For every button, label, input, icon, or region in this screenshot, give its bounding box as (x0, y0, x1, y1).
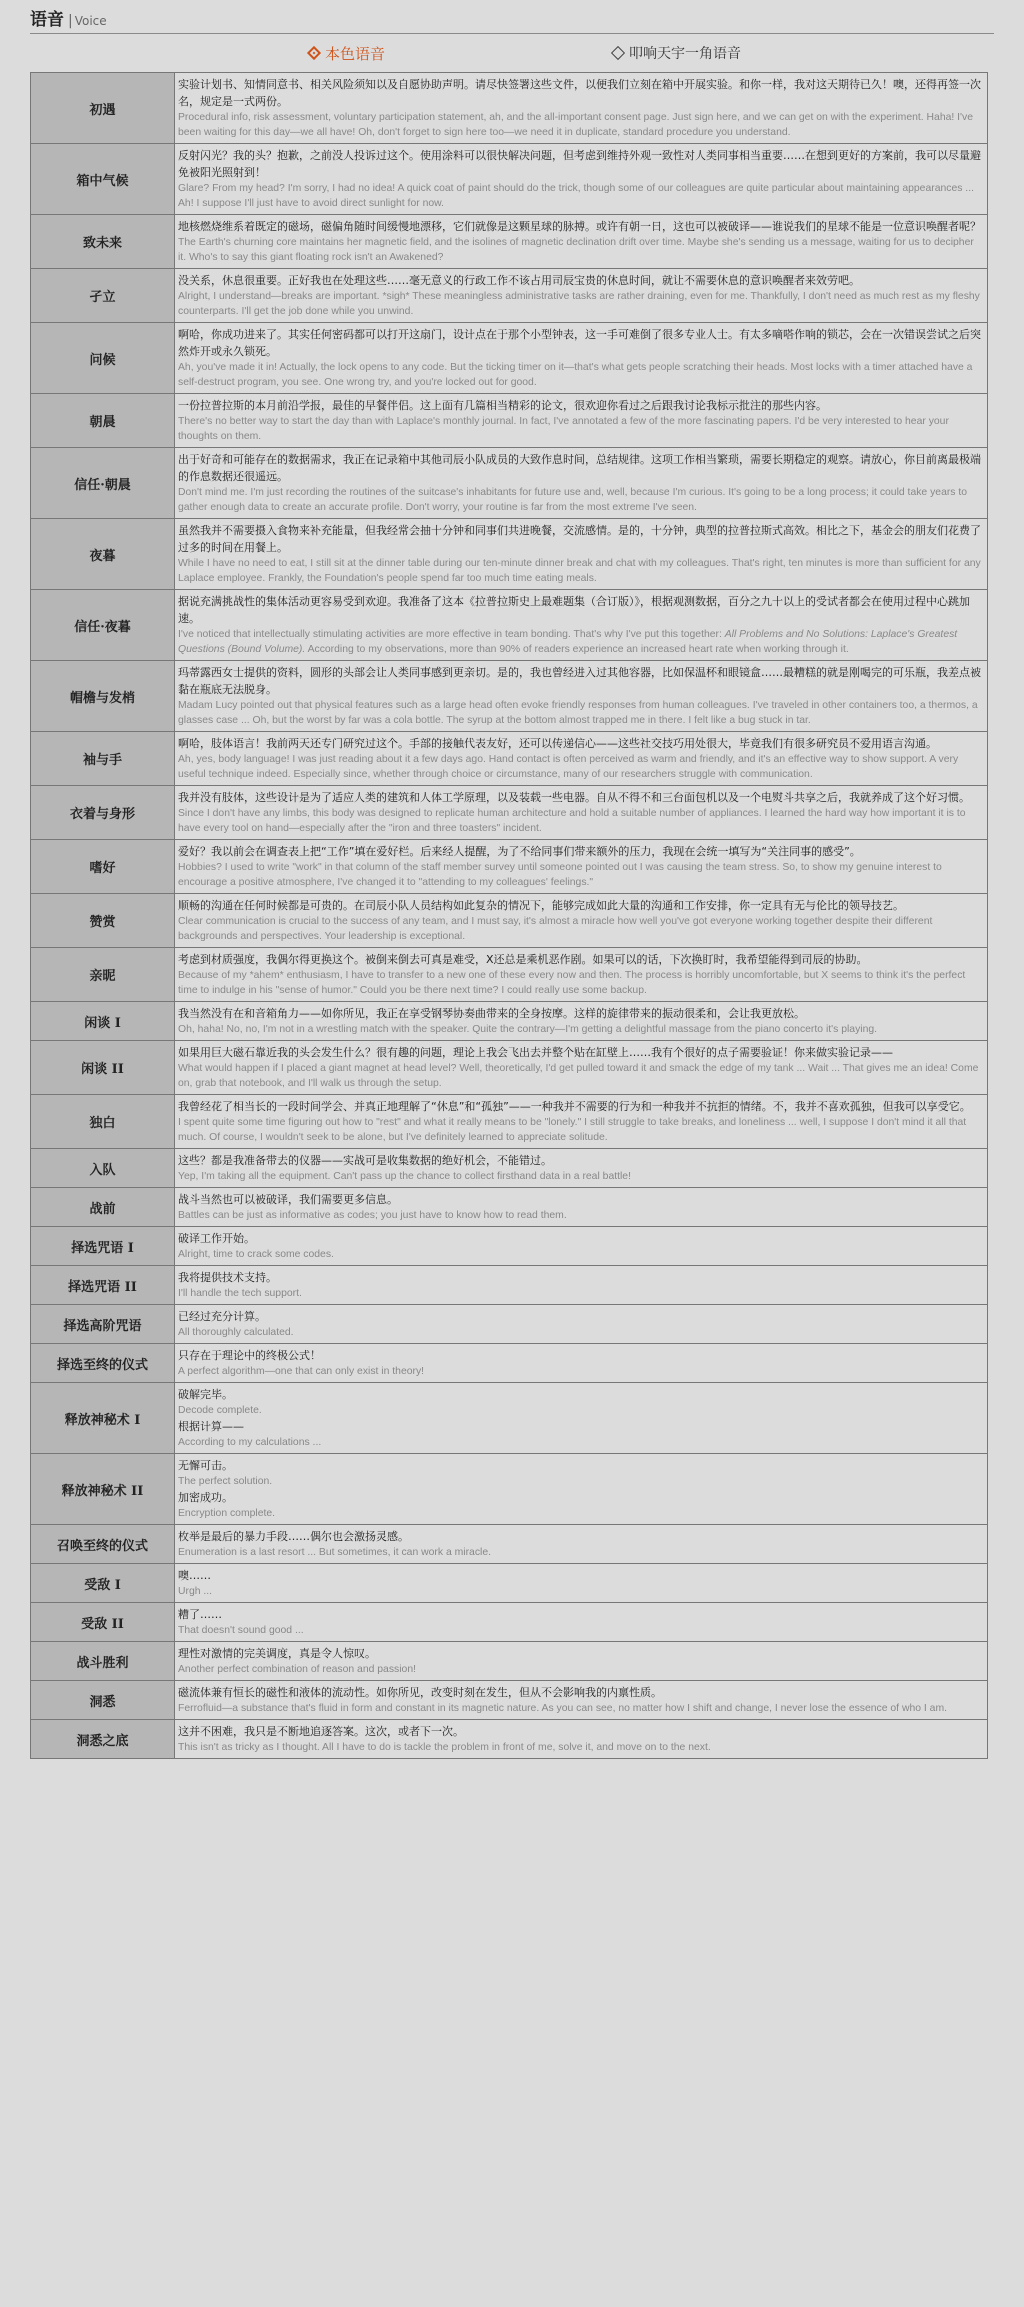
voice-text-en: A perfect algorithm—one that can only exist in theory! (178, 1366, 425, 1377)
voice-row (30, 215, 988, 269)
voice-content (175, 269, 987, 322)
voice-row (30, 948, 988, 1002)
voice-text-en: Enumeration is a last resort ... But sometimes, it can work a miracle. (178, 1547, 491, 1558)
voice-label: 朝晨 (31, 394, 175, 447)
voice-text-cn: 枚举是最后的暴力手段……偶尔也会激扬灵感。 (178, 1530, 409, 1543)
voice-text-cn: 已经过充分计算。 (178, 1310, 266, 1323)
page-subtitle: Voice (74, 14, 107, 28)
voice-label: 夜暮 (31, 519, 175, 589)
voice-text-en: That doesn't sound good ... (178, 1625, 304, 1636)
tab-label: 叩响天宇一角语音 (629, 46, 741, 62)
voice-label: 择选至终的仪式 (31, 1344, 175, 1382)
voice-label: 释放神秘术 I (31, 1383, 175, 1453)
voice-label: 战前 (31, 1188, 175, 1226)
diamond-icon (307, 46, 321, 60)
voice-text-cn: 玛蒂露西女士提供的资料，圆形的头部会让人类同事感到更亲切。是的，我也曾经进入过其他容器，比如保温杯和眼镜盒……最糟糕的就是刚喝完的可乐瓶，我差点被黏在瓶底无法脱身。 (178, 666, 981, 696)
voice-text-en: Because of my *ahem* enthusiasm, I have to transfer to a new one of these every now and then. The process is horribly uncomfortable, but X seems to think it's the perfect time to indulge in his "sense of humor." Could you be there next time? I could really use some backup. (178, 970, 966, 996)
voice-text-en: Another perfect combination of reason and passion! (178, 1664, 416, 1675)
voice-text-cn: 一份拉普拉斯的本月前沿学报，最佳的早餐伴侣。这上面有几篇相当精彩的论文，很欢迎你看过之后跟我讨论我标示批注的那些内容。 (178, 399, 827, 412)
voice-label: 帽檐与发梢 (31, 661, 175, 731)
voice-row (30, 144, 988, 215)
voice-row (30, 1564, 988, 1603)
voice-content (175, 590, 987, 660)
voice-text-cn: 我将提供技术支持。 (178, 1271, 277, 1284)
voice-text-en: Madam Lucy pointed out that physical features such as a large head often evoke friendly responses from human colleagues. I've traveled in other containers too, a thermos, a glasses case ... Oh, but the worst by far was a cola bottle. The syrup at the bottom almost trapped me in there. I felt like a bug stuck in tar. (178, 700, 978, 726)
voice-label: 衣着与身形 (31, 786, 175, 839)
voice-content (175, 73, 987, 143)
voice-content (175, 1002, 987, 1040)
page-title: 语音 (30, 10, 64, 30)
voice-text-cn: 爱好？我以前会在调查表上把“工作”填在爱好栏。后来经人提醒，为了不给同事们带来额外的压力，我现在会统一填写为“关注同事的感受”。 (178, 845, 861, 858)
voice-content (175, 1454, 987, 1524)
voice-label: 袖与手 (31, 732, 175, 785)
voice-label: 受敌 I (31, 1564, 175, 1602)
voice-content (175, 948, 987, 1001)
voice-text-cn: 根据计算—— (178, 1420, 244, 1433)
voice-row (30, 519, 988, 590)
voice-text-cn: 如果用巨大磁石靠近我的头会发生什么？很有趣的问题，理论上我会飞出去并整个贴在缸壁上……我有个很好的点子需要验证！你来做实验记录—— (178, 1046, 893, 1059)
voice-label: 信任·夜暮 (31, 590, 175, 660)
voice-label: 闲谈 II (31, 1041, 175, 1094)
voice-label: 洞悉之底 (31, 1720, 175, 1758)
voice-row (30, 1720, 988, 1759)
voice-text-en: Hobbies? I used to write "work" in that column of the staff member survey until someone pointed out I was causing the team stress. So, to show my genuine interest to encourage a positive atmosphere, I've changed it to "attending to my colleagues' feelings." (178, 862, 942, 888)
voice-text-cn: 顺畅的沟通在任何时候都是可贵的。在司辰小队人员结构如此复杂的情况下，能够完成如此大量的沟通和工作安排，你一定具有无与伦比的领导技艺。 (178, 899, 904, 912)
voice-tabs (30, 34, 994, 72)
voice-row (30, 73, 988, 144)
voice-content (175, 519, 987, 589)
voice-text-en: The Earth's churning core maintains her magnetic field, and the isolines of magnetic declination drift over time. Maybe she's sending us a message, waiting for us to decipher it. Who's to say this giant floating rock isn't an Awakened? (178, 237, 974, 263)
voice-text-cn: 实验计划书、知情同意书、相关风险须知以及自愿协助声明。请尽快签署这些文件，以便我们立刻在箱中开展实验。和你一样，我对这天期待已久！噢，还得再签一次名，规定是一式两份。 (178, 78, 981, 108)
voice-text-en: All thoroughly calculated. (178, 1327, 294, 1338)
voice-text-cn: 据说充满挑战性的集体活动更容易受到欢迎。我准备了这本《拉普拉斯史上最难题集（合订版）》，根据观测数据，百分之九十以上的受试者都会在使用过程中心跳加速。 (178, 595, 970, 625)
voice-text-en: Procedural info, risk assessment, voluntary participation statement, ah, and the all-important consent page. Just sign here, and we can get on with the experiment. Haha! I've been waiting for this day—we all have! Oh, don't forget to sign here too—we need it in duplicate, standard procedure you understand. (178, 112, 973, 138)
voice-text-en: Decode complete. (178, 1405, 262, 1416)
voice-row (30, 732, 988, 786)
voice-label: 亲昵 (31, 948, 175, 1001)
voice-text-en-part: I've noticed that intellectually stimulating activities are more effective in team bonding. That's why I've put this together: (178, 629, 725, 640)
voice-row (30, 1266, 988, 1305)
voice-content (175, 1525, 987, 1563)
voice-text-en (178, 627, 983, 657)
voice-text-en: Urgh ... (178, 1586, 213, 1597)
voice-text-en: The perfect solution. (178, 1476, 273, 1487)
voice-row (30, 269, 988, 323)
voice-label: 信任·朝晨 (31, 448, 175, 518)
voice-content (175, 448, 987, 518)
voice-content (175, 323, 987, 393)
voice-row (30, 661, 988, 732)
voice-content (175, 1720, 987, 1758)
title-separator: | (68, 13, 73, 29)
voice-row (30, 1383, 988, 1454)
voice-row (30, 1002, 988, 1041)
voice-content (175, 1642, 987, 1680)
voice-text-cn: 我并没有肢体，这些设计是为了适应人类的建筑和人体工学原理，以及装载一些电器。自从不得不和三台面包机以及一个电熨斗共享之后，我就养成了这个好习惯。 (178, 791, 970, 804)
voice-label: 嗜好 (31, 840, 175, 893)
voice-text-en: Alright, I understand—breaks are important. *sigh* These meaningless administrative tasks are rather draining, even for me. Thankfully, I don't need as much rest as my fleshy counterparts. I'll get the job done while you unwind. (178, 291, 980, 317)
voice-text-en: What would happen if I placed a giant magnet at head level? Well, theoretically, I'd get pulled toward it and smack the edge of my tank ... Wait ... That gives me an idea! Come on, grab that notebook, and I'll walk us through the setup. (178, 1063, 979, 1089)
voice-text-cn: 糟了…… (178, 1608, 222, 1621)
voice-text-en: I'll handle the tech support. (178, 1288, 302, 1299)
voice-text-cn: 虽然我并不需要摄入食物来补充能量，但我经常会抽十分钟和同事们共进晚餐，交流感情。是的，十分钟，典型的拉普拉斯式高效。相比之下，基金会的朋友们花费了过多的时间在用餐上。 (178, 524, 981, 554)
voice-text-cn: 加密成功。 (178, 1491, 233, 1504)
voice-content (175, 1305, 987, 1343)
voice-text-en: This isn't as tricky as I thought. All I have to do is tackle the problem in front of me, solve it, and move on to the next. (178, 1742, 711, 1753)
voice-row (30, 590, 988, 661)
voice-label: 问候 (31, 323, 175, 393)
voice-label: 致未来 (31, 215, 175, 268)
diamond-icon (611, 46, 625, 60)
voice-content (175, 1041, 987, 1094)
voice-row (30, 1603, 988, 1642)
voice-text-cn: 考虑到材质强度，我偶尔得更换这个。被倒来倒去可真是难受，X还总是乘机恶作剧。如果可以的话，下次换盯时，我希望能得到司辰的协助。 (178, 953, 868, 966)
voice-row (30, 1681, 988, 1720)
book-title: All Problems and No Solutions: Laplace's Greatest Questions (Bound Volume). (178, 629, 958, 655)
voice-content (175, 786, 987, 839)
voice-text-cn: 磁流体兼有恒长的磁性和液体的流动性。如你所见，改变时刻在发生，但从不会影响我的内禀性质。 (178, 1686, 662, 1699)
voice-row (30, 894, 988, 948)
voice-text-cn: 破解完毕。 (178, 1388, 233, 1401)
voice-content (175, 1149, 987, 1187)
voice-label: 初遇 (31, 73, 175, 143)
voice-text-cn: 我曾经花了相当长的一段时间学会、并真正地理解了“休息”和“孤独”——一种我并不需要的行为和一种我并不抗拒的情绪。不，我并不喜欢孤独，但我可以享受它。 (178, 1100, 971, 1113)
voice-text-en-part: According to my observations, more than 90% of readers experience an increased heart rate when working through it. (305, 644, 849, 655)
voice-label: 择选咒语 I (31, 1227, 175, 1265)
voice-text-cn: 啊哈，肢体语言！我前两天还专门研究过这个。手部的接触代表友好，还可以传递信心——这些社交技巧用处很大，毕竟我们有很多研究员不爱用语言沟通。 (178, 737, 937, 750)
voice-row (30, 1344, 988, 1383)
tab-label: 本色语音 (324, 44, 385, 63)
voice-text-en: Encryption complete. (178, 1508, 276, 1519)
voice-text-en: Ferrofluid—a substance that's fluid in form and constant in its magnetic nature. As you can see, no matter how I shift and change, I never lose the essence of who I am. (178, 1703, 947, 1714)
voice-content (175, 1266, 987, 1304)
voice-text-en: Alright, time to crack some codes. (178, 1249, 334, 1260)
voice-row (30, 1525, 988, 1564)
voice-text-en: Glare? From my head? I'm sorry, I had no idea! A quick coat of paint should do the trick, though some of our colleagues are quite particular about maintaining appearances ... Ah! I suppose I'll just have to avoid direct sunlight for now. (178, 183, 974, 209)
voice-content (175, 1383, 987, 1453)
voice-text-cn: 啊哈，你成功进来了。其实任何密码都可以打开这扇门，设计点在于那个小型钟表，这一手可难倒了很多专业人士。有太多嘀嗒作响的锁芯，会在一次错误尝试之后突然炸开或永久锁死。 (178, 328, 981, 358)
voice-row (30, 1149, 988, 1188)
voice-table (30, 72, 988, 1759)
voice-label: 箱中气候 (31, 144, 175, 214)
voice-row (30, 786, 988, 840)
voice-row (30, 448, 988, 519)
voice-text-cn: 只存在于理论中的终极公式！ (178, 1349, 321, 1362)
voice-row (30, 323, 988, 394)
voice-content (175, 894, 987, 947)
voice-text-cn: 没关系，休息很重要。正好我也在处理这些……毫无意义的行政工作不该占用司辰宝贵的休息时间，就让不需要休息的意识唤醒者来效劳吧。 (178, 274, 860, 287)
voice-label: 释放神秘术 II (31, 1454, 175, 1524)
voice-row (30, 1227, 988, 1266)
voice-content (175, 394, 987, 447)
voice-text-en: Oh, haha! No, no, I'm not in a wrestling match with the speaker. Quite the contrary—I'm getting a delightful massage from the piano concerto it's playing. (178, 1024, 878, 1035)
voice-content (175, 1344, 987, 1382)
voice-label: 入队 (31, 1149, 175, 1187)
voice-row (30, 1188, 988, 1227)
voice-label: 洞悉 (31, 1681, 175, 1719)
tab-skin-voice[interactable] (512, 43, 842, 63)
voice-text-en: Since I don't have any limbs, this body was designed to replicate human architecture and hold a suitable number of appliances. I learned the hard way how important it is to have every tool on hand—especially after the "iron and three toasters" incident. (178, 808, 966, 834)
voice-text-cn: 出于好奇和可能存在的数据需求，我正在记录箱中其他司辰小队成员的大致作息时间，总结规律。这项工作相当繁琐，需要长期稳定的观察。请放心，你目前离最极端的作息数据还很遥远。 (178, 453, 981, 483)
voice-text-cn: 战斗当然也可以被破译，我们需要更多信息。 (178, 1193, 398, 1206)
voice-text-en: There's no better way to start the day than with Laplace's monthly journal. In fact, I've annotated a few of the more fascinating papers. I'd be very interested to hear your thoughts on them. (178, 416, 949, 442)
voice-text-cn: 我当然没有在和音箱角力——如你所见，我正在享受钢琴协奏曲带来的全身按摩。这样的旋律带来的振动很柔和，会让我更放松。 (178, 1007, 805, 1020)
voice-content (175, 840, 987, 893)
voice-label: 召唤至终的仪式 (31, 1525, 175, 1563)
voice-content (175, 732, 987, 785)
voice-text-cn: 理性对激情的完美调度，真是令人惊叹。 (178, 1647, 376, 1660)
voice-content (175, 1095, 987, 1148)
voice-content (175, 661, 987, 731)
voice-text-cn: 无懈可击。 (178, 1459, 233, 1472)
voice-text-en: I spent quite some time figuring out how to "rest" and what it really means to be "lonely." I still struggle to take breaks, and loneliness ... well, I suppose I don't mind it all that much. Of course, I wouldn't seek to be alone, but I've definitely learned to appreciate solitude. (178, 1117, 967, 1143)
voice-text-en: Clear communication is crucial to the success of any team, and I must say, it's almost a miracle how well you've got everyone working together despite their different backgrounds and perspectives. Your leadership is exceptional. (178, 916, 933, 942)
voice-text-cn: 地核燃烧维系着既定的磁场，磁偏角随时间缓慢地漂移，它们就像是这颗星球的脉搏。或许有朝一日，这也可以被破译——谁说我们的星球不能是一位意识唤醒者呢？ (178, 220, 981, 233)
voice-text-cn: 这些？都是我准备带去的仪器——实战可是收集数据的绝好机会，不能错过。 (178, 1154, 552, 1167)
voice-text-en: Ah, you've made it in! Actually, the lock opens to any code. But the ticking timer on it—that's what gets people scratching their heads. Most locks with a timer attached have a self-destruct program, you see. One wrong try, and you're locked out for good. (178, 362, 973, 388)
voice-content (175, 1188, 987, 1226)
voice-text-en: While I have no need to eat, I still sit at the dinner table during our ten-minute dinner break and chat with my colleagues. That's right, ten minutes is more than sufficient for any Laplace employee. Frankly, the Foundation's people spend far too much time eating meals. (178, 558, 981, 584)
tab-default-voice[interactable] (182, 43, 512, 64)
voice-text-en: Ah, yes, body language! I was just reading about it a few days ago. Hand contact is often perceived as warm and friendly, and it's an effective way to show support. A very useful technique indeed. Especially since, whether through choice or circumstance, many of our researchers struggle with communication. (178, 754, 959, 780)
voice-row (30, 1041, 988, 1095)
voice-text-cn: 反射闪光？我的头？抱歉，之前没人投诉过这个。使用涂料可以很快解决问题，但考虑到维持外观一致性对人类同事相当重要……在想到更好的方案前，我可以尽量避免被阳光照射到！ (178, 149, 981, 179)
page-header (30, 0, 994, 34)
voice-label: 择选咒语 II (31, 1266, 175, 1304)
voice-row (30, 1642, 988, 1681)
voice-content (175, 1681, 987, 1719)
voice-label: 赞赏 (31, 894, 175, 947)
voice-row (30, 1305, 988, 1344)
voice-content (175, 1603, 987, 1641)
voice-label: 闲谈 I (31, 1002, 175, 1040)
voice-content (175, 1564, 987, 1602)
voice-label: 独白 (31, 1095, 175, 1148)
voice-text-cn: 破译工作开始。 (178, 1232, 255, 1245)
voice-text-cn: 噢…… (178, 1569, 211, 1582)
voice-row (30, 840, 988, 894)
voice-label: 受敌 II (31, 1603, 175, 1641)
voice-text-en: Don't mind me. I'm just recording the routines of the suitcase's inhabitants for future use and, well, because I'm curious. It's going to be a long process; it could take years to gather enough data to create an accurate profile. Don't worry, your routine is far from the most extreme I've seen. (178, 487, 968, 513)
voice-text-en: According to my calculations ... (178, 1437, 322, 1448)
voice-text-en: Yep, I'm taking all the equipment. Can't pass up the chance to collect firsthand data in a real battle! (178, 1171, 631, 1182)
voice-text-cn: 这并不困难，我只是不断地追逐答案。这次，或者下一次。 (178, 1725, 464, 1738)
voice-content (175, 215, 987, 268)
voice-label: 孑立 (31, 269, 175, 322)
voice-row (30, 1454, 988, 1525)
voice-text-en: Battles can be just as informative as codes; you just have to know how to read them. (178, 1210, 567, 1221)
voice-label: 择选高阶咒语 (31, 1305, 175, 1343)
voice-row (30, 394, 988, 448)
voice-content (175, 144, 987, 214)
voice-row (30, 1095, 988, 1149)
voice-label: 战斗胜利 (31, 1642, 175, 1680)
voice-content (175, 1227, 987, 1265)
